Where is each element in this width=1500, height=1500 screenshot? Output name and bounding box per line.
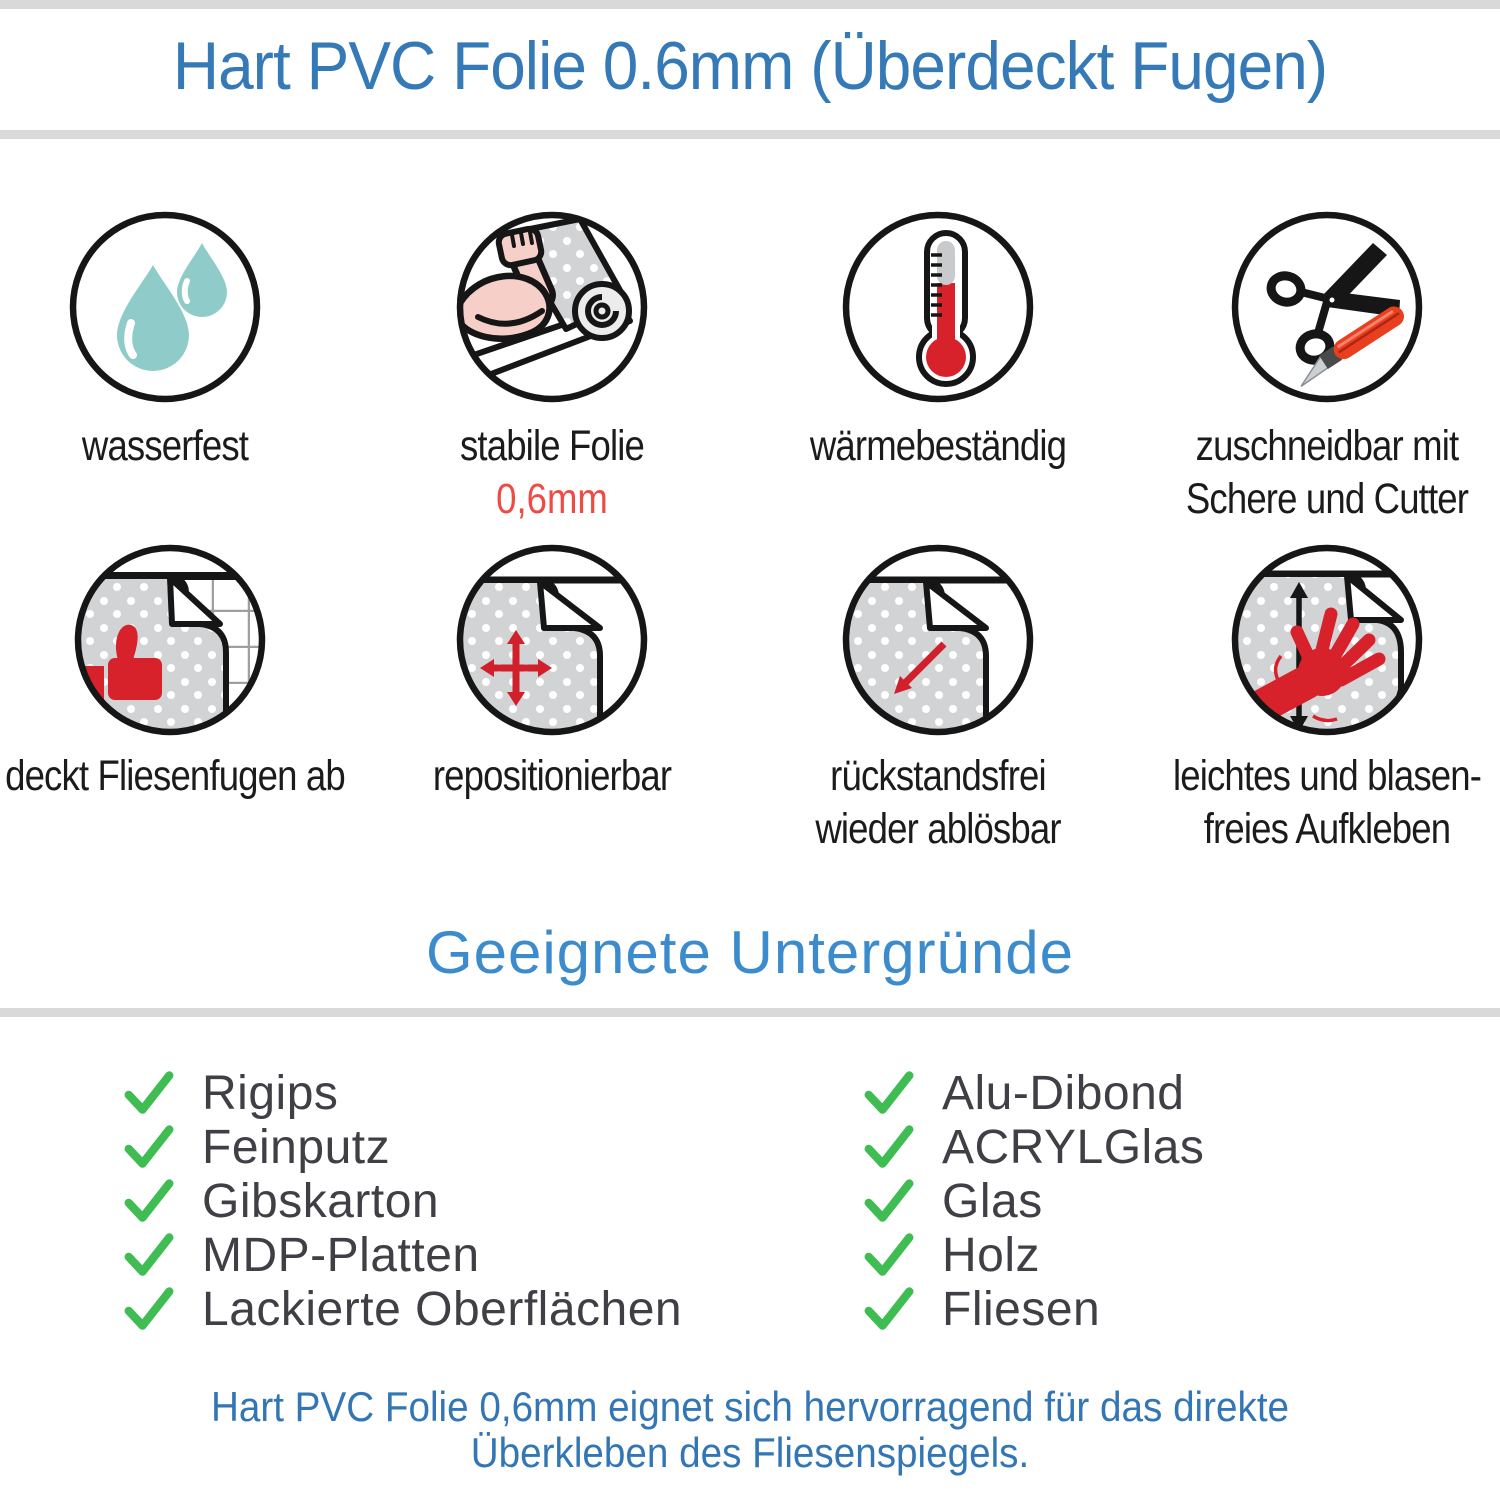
muscle-arm-foil-icon <box>452 207 652 407</box>
feature-caption <box>760 750 1117 856</box>
caption-line: wasserfest <box>81 422 249 470</box>
list-item <box>862 1066 1204 1120</box>
list-item <box>862 1228 1204 1282</box>
feature-caption <box>0 420 344 473</box>
feature-caption <box>1149 750 1500 856</box>
caption-line: stabile Folie <box>460 422 644 470</box>
check-icon <box>122 1231 176 1279</box>
feature-caption <box>0 750 354 803</box>
feature-caption <box>374 420 731 526</box>
list-item <box>122 1174 682 1228</box>
caption-line: Schere und Cutter <box>1185 475 1469 523</box>
check-icon <box>862 1231 916 1279</box>
check-icon <box>122 1177 176 1225</box>
list-item-label: Gibskarton <box>202 1174 440 1228</box>
caption-highlight: 0,6mm <box>496 475 608 523</box>
list-item <box>862 1174 1204 1228</box>
caption-line: leichtes und blasen- <box>1172 752 1482 800</box>
check-icon <box>862 1177 916 1225</box>
list-item-label: Holz <box>942 1228 1041 1282</box>
footer-note <box>60 1384 1440 1476</box>
footer-line: Hart PVC Folie 0,6mm eignet sich hervorragend für das direkte <box>210 1383 1290 1430</box>
list-item-label: Rigips <box>202 1066 339 1120</box>
list-item <box>122 1120 682 1174</box>
surface-list-right <box>862 1066 1204 1336</box>
caption-line: freies Aufkleben <box>1203 805 1451 853</box>
feature-caption <box>374 750 731 803</box>
check-icon <box>862 1069 916 1117</box>
list-item-label: Feinputz <box>202 1120 391 1174</box>
list-item <box>122 1228 682 1282</box>
move-arrows-foil-icon <box>452 540 652 740</box>
page-title: Hart PVC Folie 0.6mm (Überdeckt Fugen) <box>172 28 1328 104</box>
check-icon <box>122 1069 176 1117</box>
list-item-label: Fliesen <box>942 1282 1101 1336</box>
check-icon <box>122 1123 176 1171</box>
caption-line: wärmebeständig <box>809 422 1067 470</box>
check-icon <box>862 1123 916 1171</box>
caption-line: repositionierbar <box>432 752 672 800</box>
thermometer-icon <box>838 207 1038 407</box>
list-item-label: MDP-Platten <box>202 1228 480 1282</box>
feature-caption <box>1149 420 1500 526</box>
caption-line: rückstandsfrei <box>830 752 1046 800</box>
list-item <box>122 1066 682 1120</box>
list-item-label: Lackierte Oberflächen <box>202 1282 683 1336</box>
divider-top <box>0 0 1500 9</box>
peel-arrow-foil-icon <box>838 540 1038 740</box>
caption-line: zuschneidbar mit <box>1195 422 1459 470</box>
surface-list-left <box>122 1066 682 1336</box>
check-icon <box>862 1285 916 1333</box>
section-title: Geeignete Untergründe <box>425 919 1075 986</box>
footer-line: Überkleben des Fliesenspiegels. <box>470 1429 1030 1476</box>
list-item <box>122 1282 682 1336</box>
divider-under-section <box>0 1008 1500 1017</box>
water-drops-icon <box>65 207 265 407</box>
check-icon <box>122 1285 176 1333</box>
list-item-label: Glas <box>942 1174 1043 1228</box>
list-item-label: Alu-Dibond <box>942 1066 1185 1120</box>
scissors-cutter-icon <box>1227 207 1427 407</box>
divider-under-title <box>0 130 1500 139</box>
caption-line: deckt Fliesenfugen ab <box>5 752 345 800</box>
thumb-up-foil-icon <box>70 540 270 740</box>
feature-caption <box>760 420 1117 473</box>
list-item <box>862 1120 1204 1174</box>
list-item <box>862 1282 1204 1336</box>
hand-press-foil-icon <box>1227 540 1427 740</box>
caption-line: wieder ablösbar <box>815 805 1061 853</box>
list-item-label: ACRYLGlas <box>942 1120 1205 1174</box>
